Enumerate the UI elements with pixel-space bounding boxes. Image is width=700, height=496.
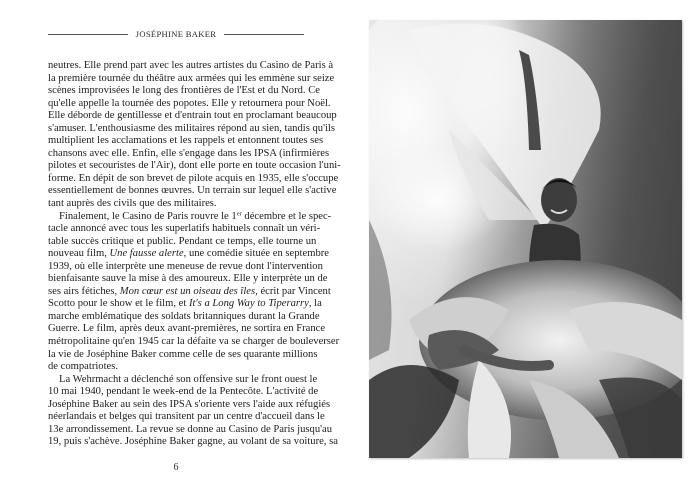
paragraph-1 [48,60,341,211]
text-line: bienfaisante sauve la mise à des amoureux. Elle y interprète un de [48,273,328,285]
text-line: la vie de Joséphine Baker comme celle de ses quarante millions [48,348,318,360]
text-line: s'amuser. L'enthousiasme des militaires répond au sien, tandis qu'ils [48,122,335,134]
text-run: nouveau film, [48,248,110,260]
text-line: néerlandais et belges qui transitent par un centre d'accueil dans le [48,411,325,423]
josephine-baker-photo [369,20,682,458]
text-line [48,248,329,261]
text-run: , écrit par Vincent [255,285,331,297]
text-line: scènes improvisées le long des frontières de l'Est et du Nord. Ce [48,85,320,97]
text-line: La Wehrmacht a déclenché son offensive sur le front ouest le [59,373,318,385]
text-run: , une comédie située en septembre [183,248,329,260]
text-line: métropolitaine qu'en 1945 car la défaite va se charger de bouleverser [48,336,340,348]
text-line: Elle déborde de gentillesse et d'entrain tout en proclamant beaucoup [48,110,337,122]
text-line [48,210,332,224]
text-line: Guerre. Le film, après deux avant-premières, ne sortira en France [48,323,326,335]
text-line: 10 mai 1940, pendant le week-end de la Pentecôte. L'activité de [48,386,319,398]
running-head-rule-right [224,34,304,35]
text-run: Scotto pour le show et le film, et [48,298,189,310]
film-title: Une fausse alerte [109,248,184,260]
text-line: 13e arrondissement. La revue se donne au Casino de Paris jusqu'au [48,423,333,435]
text-line: 1939, où elle interprète une meneuse de revue dont l'intervention [48,260,323,272]
text-line: qu'elle appelle la tournée des popotes. Elle y retournera pour Noël. [48,97,331,109]
paragraph-2 [48,210,340,374]
text-line: neutres. Elle prend part avec les autres artistes du Casino de Paris à [48,60,334,71]
text-line: marche emblématique des soldats britanniques durant la Grande [48,310,320,322]
text-line: Joséphine Baker au sein des IPSA s'oriente vers l'aide aux réfugiés [48,398,331,410]
song-title: Mon cœur est un oiseau des îles [119,285,256,297]
text-line: table succès critique et public. Pendant ce temps, elle tourne un [48,235,317,247]
photo-illustration [369,20,682,458]
text-line [48,298,322,311]
text-line [48,285,331,299]
text-run: Finalement, le Casino de Paris rouvre le 1 [59,210,237,222]
text-line: pilotes et secouristes de l'Air), dont elle porte en toute occasion l'uni- [48,160,341,172]
paragraph-3 [48,373,338,449]
text-line: tacle annoncé avec tous les superlatifs habituels connaît un véri- [48,223,321,235]
right-page [350,0,700,496]
text-line: multiplient les acclamations et les rappels et entonnent toutes ses [48,135,324,147]
text-run: décembre et le spec- [241,210,332,222]
superscript: er [236,210,242,218]
text-line: la première tournée du théâtre aux armées qui les emmène sur seize [48,72,335,84]
page-number: 6 [173,462,179,473]
text-run: , la [308,298,322,310]
running-head-rule-left [48,34,128,35]
text-line: de compatriotes. [48,361,119,373]
text-line: 19, puis s'achève. Joséphine Baker gagne, au volant de sa voiture, sa [48,436,338,448]
body-text [48,60,341,449]
text-run: ses airs fétiches, [48,285,120,297]
text-line: tant auprès des civils que des militaires. [48,198,217,210]
running-head-title: JOSÉPHINE BAKER [135,29,217,39]
text-line: chansons avec elle. Enfin, elle s'engage dans les IPSA (infirmières [48,147,330,159]
running-head [48,27,304,41]
text-line: essentiellement de bonnes œuvres. Un terrain sur lequel elle s'active [48,185,337,197]
song-title: It's a Long Way to Tiperarry [188,298,309,310]
text-line: forme. En dépit de son brevet de pilote acquis en 1935, elle s'occupe [48,172,339,184]
